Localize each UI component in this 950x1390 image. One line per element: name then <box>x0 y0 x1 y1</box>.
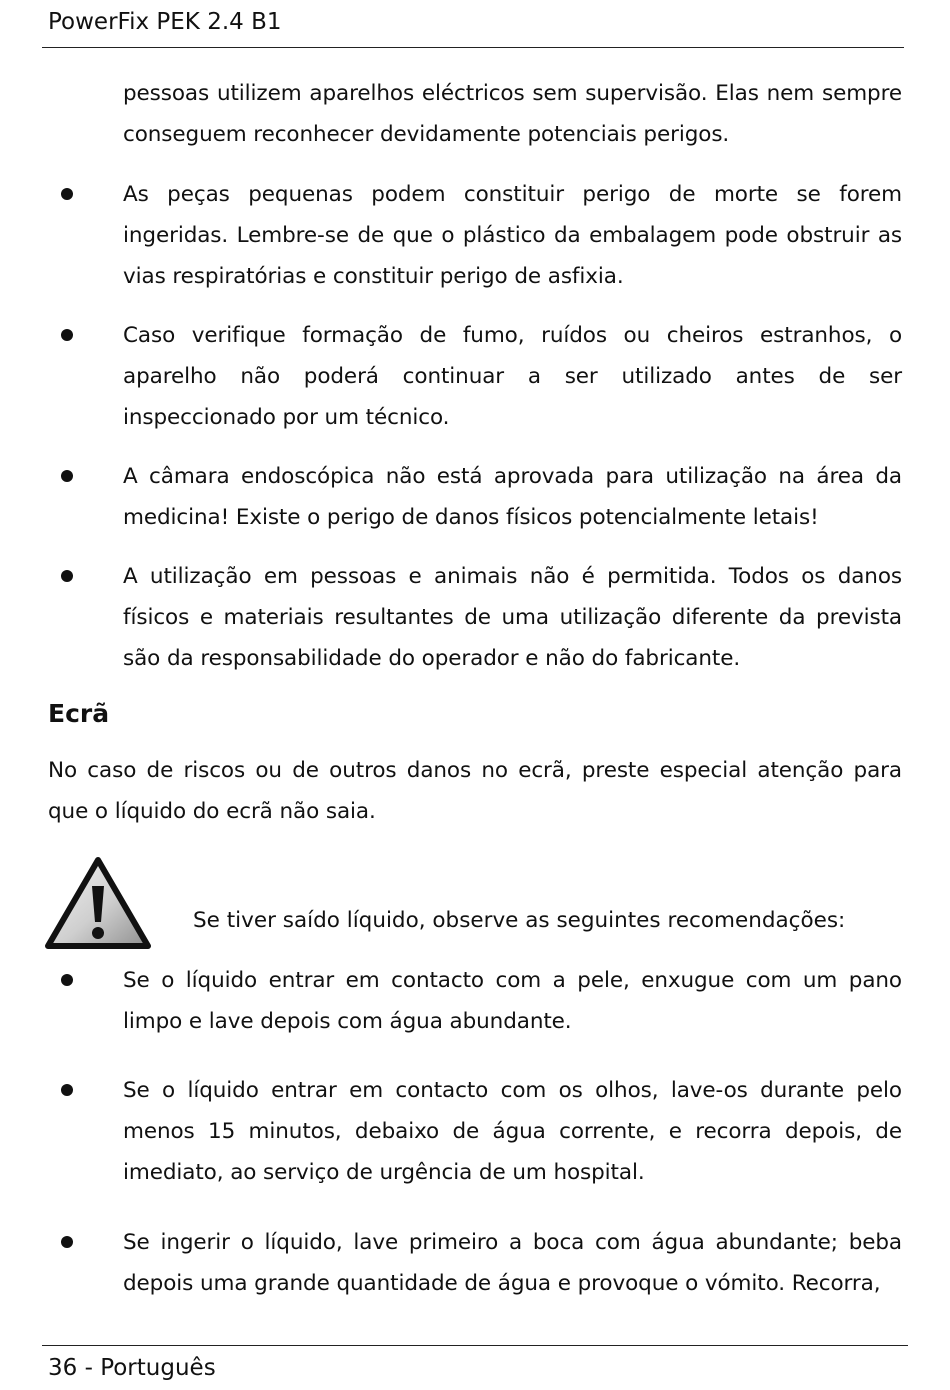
warning-text: Se tiver saído líquido, observe as seguintes recomendações: <box>193 908 846 933</box>
section-heading: Ecrã <box>48 699 110 728</box>
list-item: Se o líquido entrar em contacto com os olhos, lave-os durante pelo menos 15 minutos, debaixo de água corrente, e recorra depois, de imediato, ao serviço de urgência de um hospital. <box>123 1078 902 1185</box>
section-intro: No caso de riscos ou de outros danos no ecrã, preste especial atenção para que o líquido do ecrã não saia. <box>48 758 902 824</box>
bullet-dot <box>61 188 73 200</box>
page-number: 36 - Português <box>48 1355 216 1381</box>
footer-divider <box>42 1345 908 1346</box>
bullet-dot <box>61 974 73 986</box>
continuation-paragraph: pessoas utilizem aparelhos eléctricos sem supervisão. Elas nem sempre conseguem reconhecer devidamente potenciais perigos. <box>123 81 902 147</box>
list-item: A utilização em pessoas e animais não é permitida. Todos os danos físicos e materiais resultantes de uma utilização diferente da prevista são da responsabilidade do operador e não do fabricante. <box>123 564 902 671</box>
header-title: PowerFix PEK 2.4 B1 <box>48 9 282 35</box>
warning-triangle-icon <box>44 856 152 952</box>
list-item: As peças pequenas podem constituir perigo de morte se forem ingeridas. Lembre-se de que o plástico da embalagem pode obstruir as vias respiratórias e constituir perigo de asfixia. <box>123 182 902 289</box>
bullet-dot <box>61 1084 73 1096</box>
list-item: Se ingerir o líquido, lave primeiro a boca com água abundante; beba depois uma grande quantidade de água e provoque o vómito. Recorra, <box>123 1230 902 1296</box>
bullet-dot <box>61 570 73 582</box>
list-item: Se o líquido entrar em contacto com a pele, enxugue com um pano limpo e lave depois com água abundante. <box>123 968 902 1034</box>
list-item: Caso verifique formação de fumo, ruídos ou cheiros estranhos, o aparelho não poderá continuar a ser utilizado antes de ser inspeccionado por um técnico. <box>123 323 902 430</box>
header-divider <box>42 47 904 48</box>
bullet-dot <box>61 470 73 482</box>
bullet-dot <box>61 1236 73 1248</box>
list-item: A câmara endoscópica não está aprovada para utilização na área da medicina! Existe o perigo de danos físicos potencialmente letais! <box>123 464 902 530</box>
bullet-dot <box>61 329 73 341</box>
